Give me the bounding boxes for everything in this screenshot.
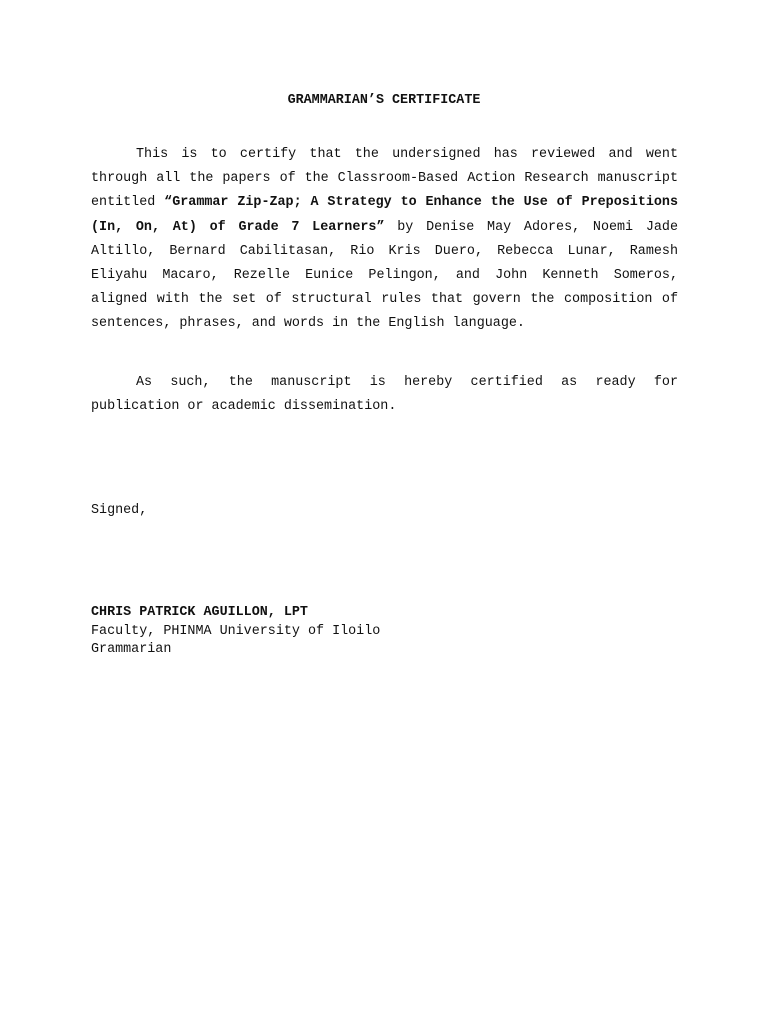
manuscript-title: “Grammar Zip-Zap; A Strategy to Enhance the Use of Prepositions (In, On, At) of Grade 7 Learners” — [91, 195, 679, 235]
signatory-position: Faculty, PHINMA University of Iloilo — [91, 623, 381, 639]
signatory-name: CHRIS PATRICK AGUILLON, LPT — [91, 605, 308, 620]
signed-label: Signed, — [91, 503, 148, 518]
certification-paragraph — [91, 143, 678, 337]
paragraph-2: As such, the manuscript is hereby certified as ready for publication or academic dissemination. — [91, 375, 678, 415]
paragraph-1-intro: This is to certify that the undersigned has reviewed and went through all the papers of the Classroom-Based Action Research manuscript entitled — [91, 147, 678, 211]
signatory-role: Grammarian — [91, 642, 172, 658]
signature-block — [91, 604, 380, 660]
approval-paragraph — [91, 371, 678, 419]
paragraph-1-authors: by Denise May Adores, Noemi Jade Altillo, Bernard Cabilitasan, Rio Kris Duero, Rebecca Lunar, Ramesh Eliyahu Macaro, Rezelle Eunice Pelingon, and John Kenneth Someros, aligned with the set of structural rules that govern the composition of sentences, phrases, and words in the English language. — [91, 219, 678, 332]
document-title: GRAMMARIAN’S CERTIFICATE — [287, 93, 481, 108]
paragraph-1 — [91, 143, 678, 337]
